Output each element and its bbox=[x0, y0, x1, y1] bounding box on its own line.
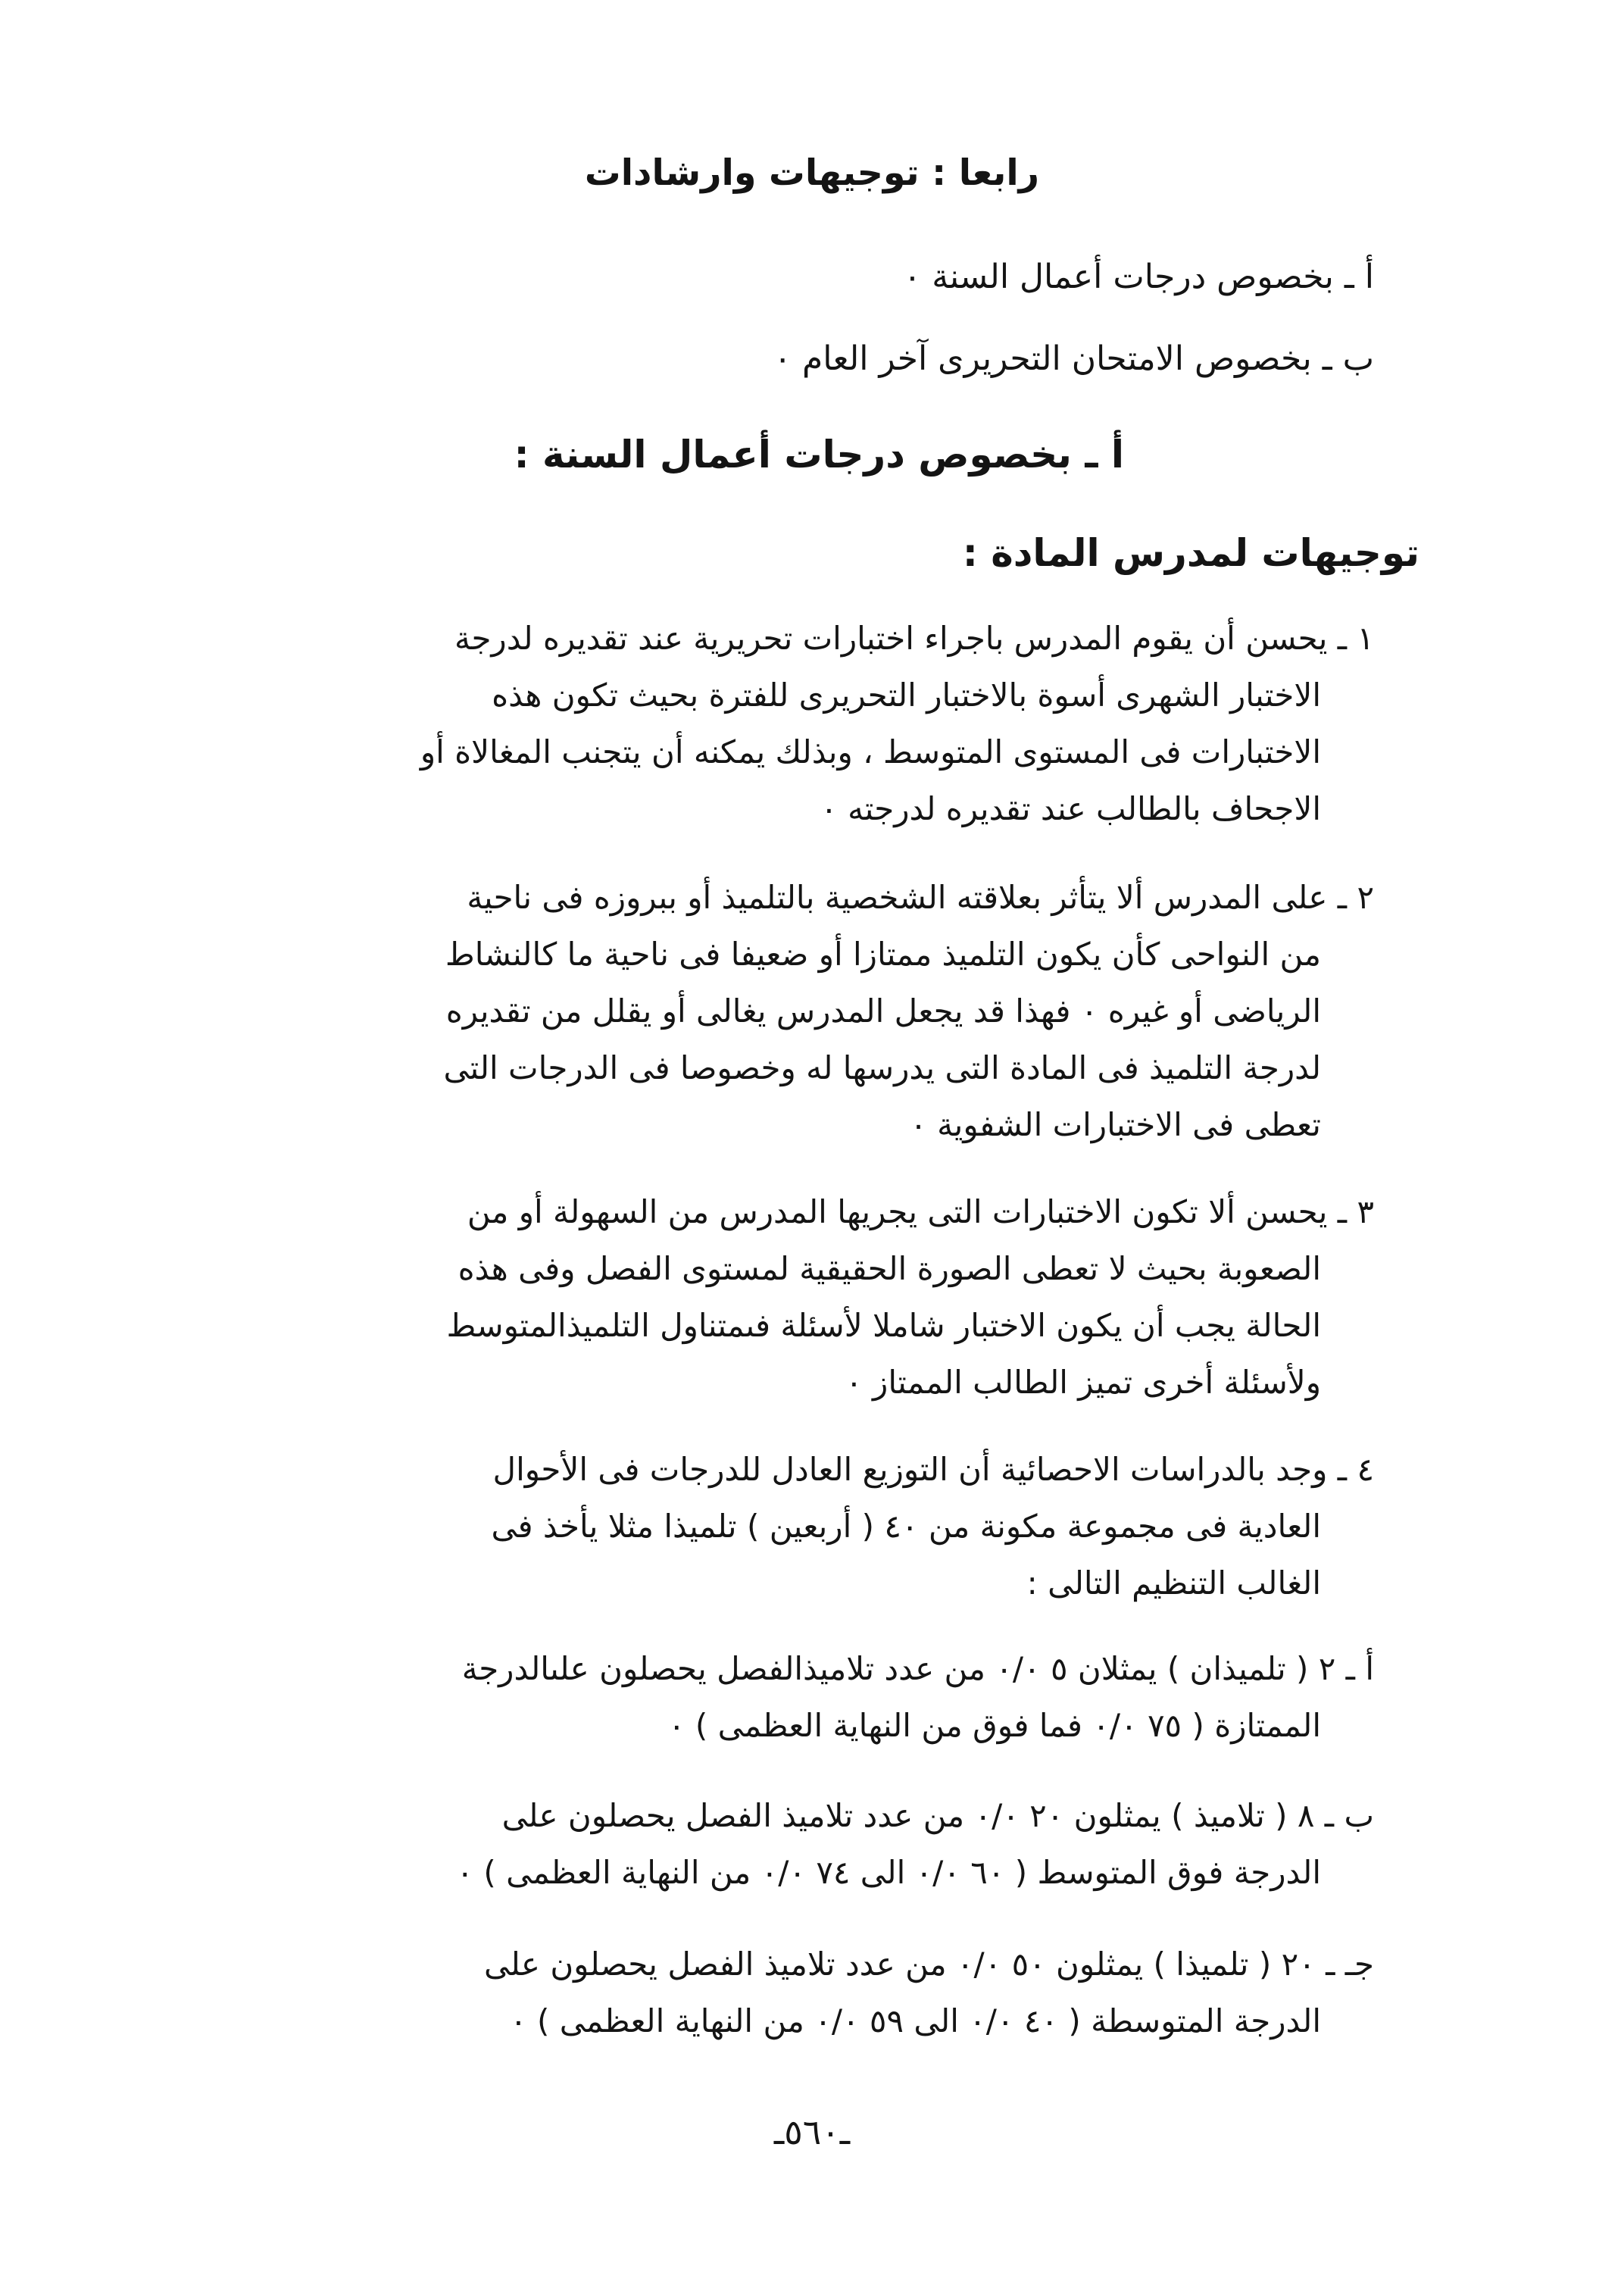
item-1-line-1: ١ ـ يحسن أن يقوم المدرس باجراء اختبارات تحريرية عند تقديره لدرجة bbox=[454, 620, 1374, 657]
distribution-b-line-1: ب ـ ٨ ( تلاميذ ) يمثلون ٢٠ ٠/٠ من عدد تلاميذ الفصل يحصلون على bbox=[501, 1797, 1374, 1834]
distribution-c-line-2: الدرجة المتوسطة ( ٤٠ ٠/٠ الى ٥٩ ٠/٠ من النهاية العظمى ) ٠ bbox=[510, 2002, 1321, 2039]
item-2-line-3: الرياضى أو غيره ٠ فهذا قد يجعل المدرس يغالى أو يقلل من تقديره bbox=[445, 992, 1321, 1030]
item-4-line-1: ٤ ـ وجد بالدراسات الاحصائية أن التوزيع العادل للدرجات فى الأحوال bbox=[492, 1451, 1374, 1488]
item-2-line-4: لدرجة التلميذ فى المادة التى يدرسها له وخصوصا فى الدرجات التى bbox=[443, 1049, 1321, 1086]
item-2-line-2: من النواحى كأن يكون التلميذ ممتازا أو ضعيفا فى ناحية ما كالنشاط bbox=[445, 936, 1321, 973]
teacher-guidance-heading: توجيهات لمدرس المادة : bbox=[962, 531, 1419, 575]
intro-item-b: ب ـ بخصوص الامتحان التحريرى آخر العام ٠ bbox=[773, 339, 1374, 378]
distribution-b-line-2: الدرجة فوق المتوسط ( ٦٠ ٠/٠ الى ٧٤ ٠/٠ من النهاية العظمى ) ٠ bbox=[456, 1854, 1321, 1891]
page-title: رابعا : توجيهات وارشادات bbox=[584, 152, 1040, 194]
item-1-line-4: الاجحاف بالطالب عند تقديره لدرجته ٠ bbox=[820, 790, 1321, 827]
item-3-line-2: الصعوبة بحيث لا تعطى الصورة الحقيقية لمستوى الفصل وفى هذه bbox=[458, 1250, 1321, 1287]
item-2-line-5: تعطى فى الاختبارات الشفوية ٠ bbox=[910, 1106, 1321, 1143]
intro-item-a: أ ـ بخصوص درجات أعمال السنة ٠ bbox=[903, 258, 1374, 296]
item-3-line-4: ولأسئلة أخرى تميز الطالب الممتاز ٠ bbox=[845, 1364, 1321, 1401]
distribution-a-line-2: الممتازة ( ٧٥ ٠/٠ فما فوق من النهاية العظمى ) ٠ bbox=[668, 1707, 1321, 1744]
item-3-line-3: الحالة يجب أن يكون الاختبار شاملا لأسئلة فىمتناول التلميذالمتوسط bbox=[446, 1307, 1321, 1344]
item-1-line-2: الاختبار الشهرى أسوة بالاختبار التحريرى للفترة بحيث تكون هذه bbox=[492, 677, 1321, 714]
distribution-a-line-1: أ ـ ٢ ( تلميذان ) يمثلان ٥ ٠/٠ من عدد تلاميذالفصل يحصلون علىالدرجة bbox=[461, 1650, 1374, 1687]
distribution-c-line-1: جـ ـ ٢٠ ( تلميذا ) يمثلون ٥٠ ٠/٠ من عدد تلاميذ الفصل يحصلون على bbox=[484, 1946, 1374, 1983]
item-1-line-3: الاختبارات فى المستوى المتوسط ، وبذلك يمكنه أن يتجنب المغالاة أو bbox=[420, 733, 1321, 770]
item-4-line-3: الغالب التنظيم التالى : bbox=[1026, 1564, 1321, 1602]
item-4-line-2: العادية فى مجموعة مكونة من ٤٠ ( أربعين ) تلميذا مثلا يأخذ فى bbox=[491, 1508, 1321, 1545]
item-2-line-1: ٢ ـ على المدرس ألا يتأثر بعلاقته الشخصية بالتلميذ أو ببروزه فى ناحية bbox=[467, 879, 1374, 916]
item-3-line-1: ٣ ـ يحسن ألا تكون الاختبارات التى يجريها المدرس من السهولة أو من bbox=[467, 1193, 1374, 1230]
section-a-heading: أ ـ بخصوص درجات أعمال السنة : bbox=[514, 433, 1124, 477]
page-number: ـ٥٦٠ـ bbox=[773, 2112, 851, 2152]
